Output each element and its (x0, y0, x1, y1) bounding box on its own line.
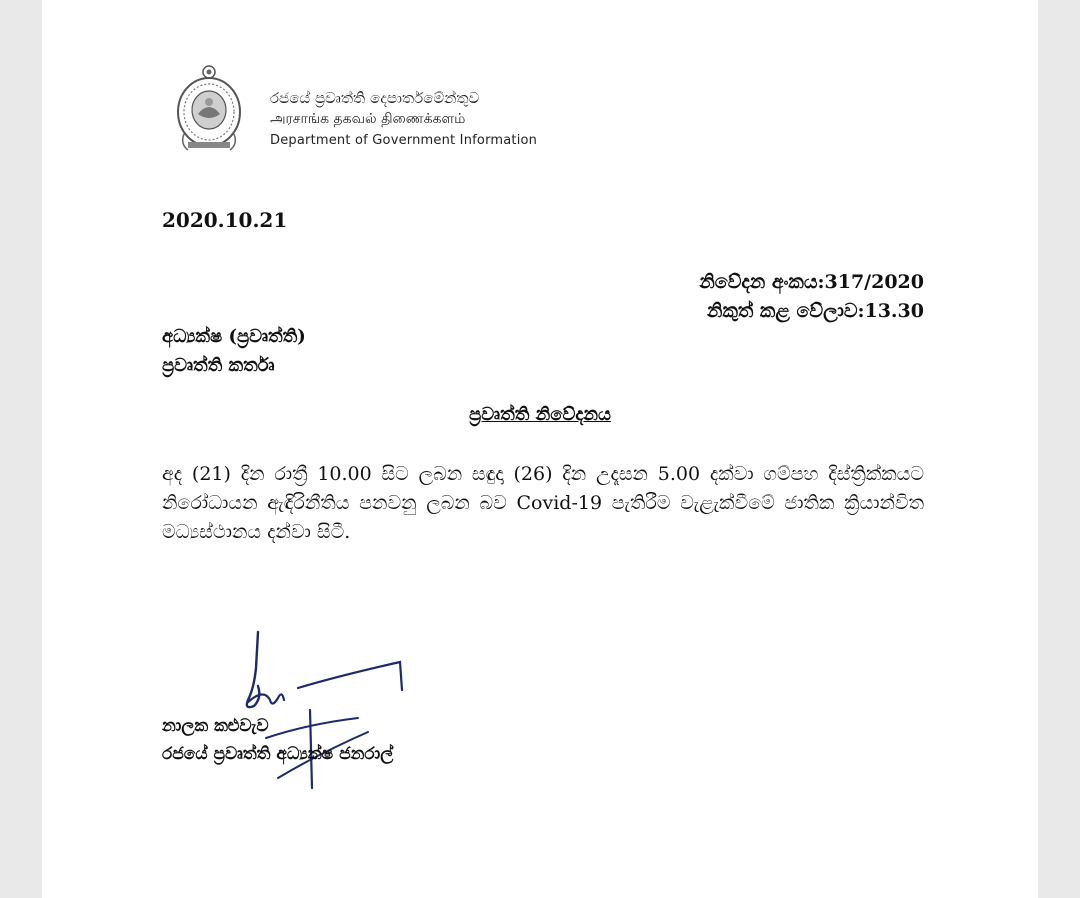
department-name (270, 88, 537, 151)
department-name-english: Department of Government Information (270, 133, 538, 148)
signatory-designation: රජයේ ප්‍රවෘත්ති අධ්‍යක්ෂ ජනරාල් (162, 744, 394, 764)
document-date: 2020.10.21 (162, 208, 288, 232)
document-title: ප්‍රවෘත්ති නිවේදනය (469, 404, 611, 425)
release-time: නිකුත් කළ වේලාව:13.30 (707, 300, 924, 322)
signatory-block (162, 712, 393, 768)
document-page (42, 0, 1038, 898)
recipient-line-1: අධ්‍යක්ෂ (ප්‍රවෘත්ති) (162, 326, 306, 347)
recipient-line-2: ප්‍රවෘත්ති කර්තෘ (162, 355, 275, 376)
department-name-tamil: அரசாங்க தகவல் திணைக்களம் (270, 111, 466, 127)
handwritten-signature (218, 628, 408, 793)
release-number: නිවේදන අංකය:317/2020 (699, 271, 924, 293)
reference-block (699, 268, 924, 326)
letterhead (174, 60, 574, 160)
sri-lanka-emblem-icon (174, 62, 244, 154)
department-name-sinhala: රජයේ ප්‍රවෘත්ති දෙපාර්තමේන්තුව (270, 89, 480, 107)
signatory-name: නාලක කළුවැව (162, 716, 269, 736)
body-paragraph: අද (21) දින රාත්‍රී 10.00 සිට ලබන සඳුදා (26) දින උදෑසන 5.00 දක්වා ගම්පහ දිස්ත්‍රික්කයට නිරෝධායන ඇඳිරිනීතිය පනවනු ලබන බව Covid-19 පැතිරීම වැළැක්වීමේ ජාතික ක්‍රියාන්විත මධ්‍යස්ථානය දන්වා සිටී. (162, 463, 924, 543)
recipient-block (162, 322, 306, 380)
